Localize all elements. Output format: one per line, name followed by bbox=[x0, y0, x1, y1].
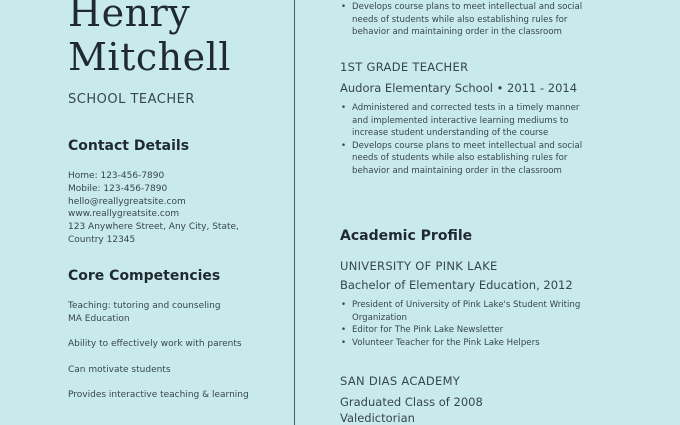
school-name: UNIVERSITY OF PINK LAKE bbox=[340, 259, 498, 273]
school-name: SAN DIAS ACADEMY bbox=[340, 374, 461, 388]
experience-top-bullet bbox=[340, 1, 640, 39]
contact-mobile: Mobile: 123-456-7890 bbox=[68, 183, 168, 194]
bullet-item: • Develops course plans to meet intellectual and social needs of students while also establishing rules for behavior and maintaining order in the classroom bbox=[340, 140, 640, 178]
contact-heading: Contact Details bbox=[68, 138, 190, 154]
contact-address-line2: Country 12345 bbox=[68, 234, 136, 245]
contact-address-line1: 123 Anywhere Street, Any City, State, bbox=[68, 222, 239, 233]
bullet-item: • Develops course plans to meet intellectual and social needs of students while also establishing rules for behavior and maintaining order in the classroom bbox=[340, 1, 640, 39]
bullet-item: • Volunteer Teacher for the Pink Lake Helpers bbox=[340, 337, 640, 350]
school-detail: Graduated Class of 2008 bbox=[340, 395, 483, 409]
name-last: Mitchell bbox=[68, 35, 231, 79]
name-first: Henry bbox=[68, 0, 191, 35]
job-org: Audora Elementary School • 2011 - 2014 bbox=[340, 81, 578, 95]
bullet-item: • President of University of Pink Lake's Student Writing Organization bbox=[340, 299, 640, 324]
contact-website: www.reallygreatsite.com bbox=[68, 209, 180, 220]
job-role: SCHOOL TEACHER bbox=[68, 92, 195, 107]
contact-details bbox=[68, 170, 268, 247]
school-detail: Valedictorian bbox=[340, 411, 415, 425]
competency-item: Can motivate students bbox=[68, 365, 171, 375]
job-title: 1ST GRADE TEACHER bbox=[340, 60, 469, 74]
contact-email: hello@reallygreatsite.com bbox=[68, 196, 186, 207]
school-bullets bbox=[340, 299, 640, 349]
competency-item: MA Education bbox=[68, 314, 130, 324]
column-divider bbox=[294, 0, 295, 425]
competency-item: Ability to effectively work with parents bbox=[68, 339, 242, 349]
job-bullets bbox=[340, 102, 640, 178]
contact-home: Home: 123-456-7890 bbox=[68, 171, 165, 181]
competencies-heading: Core Competencies bbox=[68, 268, 221, 284]
bullet-item: • Editor for The Pink Lake Newsletter bbox=[340, 324, 640, 337]
academic-heading: Academic Profile bbox=[340, 228, 473, 244]
school-degree: Bachelor of Elementary Education, 2012 bbox=[340, 278, 573, 292]
bullet-item: • Administered and corrected tests in a timely manner and implemented interactive learning mediums to increase student understanding of the course bbox=[340, 102, 640, 140]
competency-item: Provides interactive teaching & learning bbox=[68, 390, 249, 400]
competency-item: Teaching: tutoring and counseling bbox=[68, 301, 221, 311]
